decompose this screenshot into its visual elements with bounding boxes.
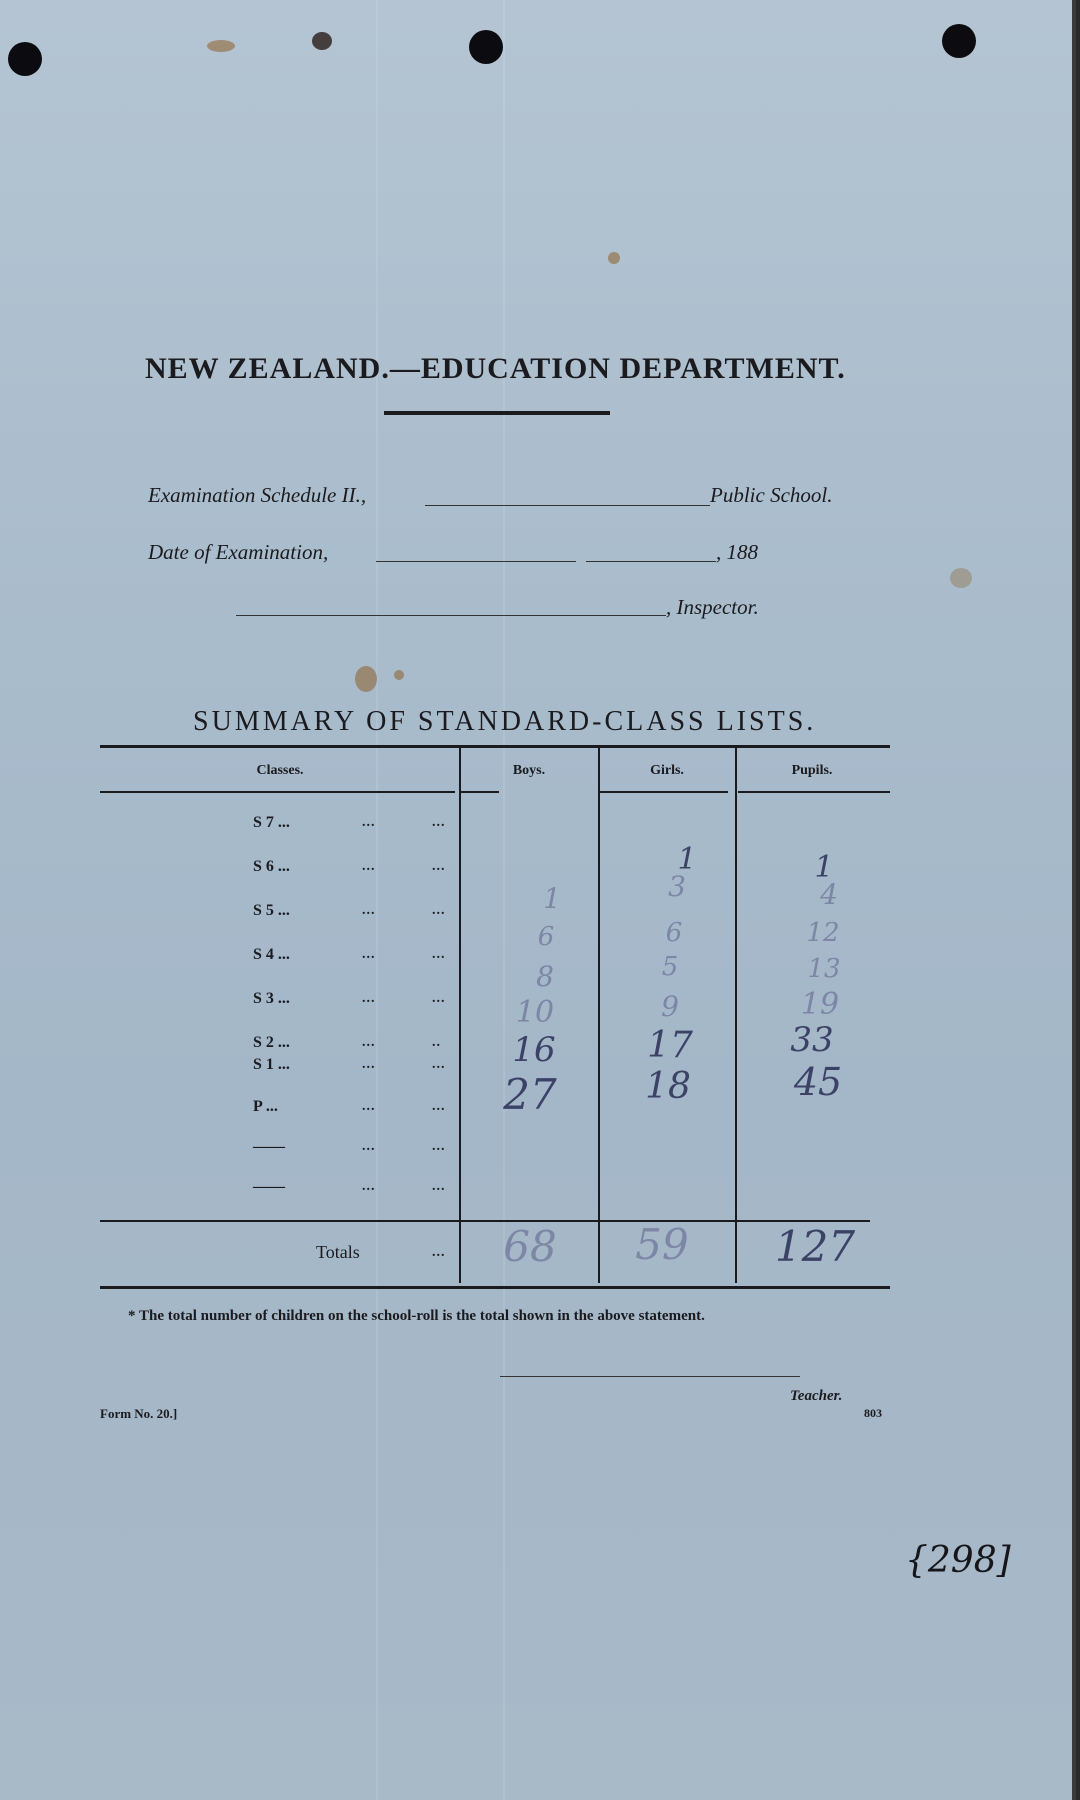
leader-dots: ... [362,991,376,1006]
pupils-count: 45 [793,1060,843,1104]
girls-count: 5 [661,952,679,982]
stain [312,32,332,50]
boys-count: 27 [503,1070,557,1119]
column-header-girls: Girls. [650,763,684,778]
schedule-label: Examination Schedule II., [148,483,367,507]
leader-dots: ... [362,947,376,962]
class-label: S 2 ... [253,1034,290,1051]
leader-dots: .. [432,1035,441,1050]
leader-dots: ... [432,947,446,962]
summary-title: SUMMARY OF STANDARD-CLASS LISTS. [193,706,817,737]
class-label: —— [253,1178,285,1195]
date-field [376,561,576,562]
class-label: P ... [253,1098,278,1115]
column-divider [459,748,461,1283]
date-field-2 [586,561,716,562]
leader-dots: ... [362,815,376,830]
class-label: S 6 ... [253,858,290,875]
column-divider [735,748,737,1283]
class-label: S 7 ... [253,814,290,831]
stain [950,568,972,588]
school-name-field [425,505,710,506]
school-suffix: Public School. [710,483,833,507]
pupils-total: 127 [774,1222,856,1271]
header-rule [461,791,499,793]
date-label: Date of Examination, [148,540,329,564]
header-rule [600,791,728,793]
stain [207,40,235,52]
stain [608,252,620,264]
leader-dots: ... [432,1057,446,1072]
table-bottom-rule [100,1286,890,1289]
girls-count: 3 [668,870,686,903]
class-label: S 3 ... [253,990,290,1007]
leader-dots: ... [362,1099,376,1114]
class-label: S 4 ... [253,946,290,963]
leader-dots: ... [362,1139,376,1154]
leader-dots: ... [362,1179,376,1194]
totals-label: Totals [316,1242,360,1262]
teacher-label: Teacher. [790,1388,843,1404]
leader-dots: ... [432,859,446,874]
leader-dots: ... [362,1057,376,1072]
girls-count: 18 [645,1066,691,1107]
punch-hole [469,30,503,64]
leader-dots: ... [432,1099,446,1114]
boys-count: 16 [512,1030,556,1070]
leader-dots: ... [432,991,446,1006]
class-label: S 1 ... [253,1056,290,1073]
boys-count: 10 [515,995,555,1030]
totals-rule [100,1220,870,1222]
inspector-field [236,615,666,616]
leader-dots: ... [432,903,446,918]
teacher-signature-line [500,1376,800,1377]
pupils-count: 13 [807,954,841,984]
pupils-count: 4 [820,878,838,911]
leader-dots: ... [432,1179,446,1194]
leader-dots: ... [362,859,376,874]
page-edge [1072,0,1076,1800]
pupils-count: 19 [800,987,840,1022]
leader-dots: ... [362,903,376,918]
column-divider [598,748,600,1283]
girls-total: 59 [635,1220,689,1269]
inspector-suffix: , Inspector. [666,595,759,619]
girls-count: 6 [665,918,683,948]
pupils-count: 33 [790,1020,834,1060]
boys-total: 68 [503,1222,557,1271]
header-rule [100,791,455,793]
punch-hole [8,42,42,76]
boys-count: 6 [537,922,555,952]
leader-dots: ... [362,1035,376,1050]
year-suffix: , 188 [716,540,758,564]
pupils-count: 12 [806,918,840,948]
leader-dots: ... [432,1139,446,1154]
column-header-boys: Boys. [512,763,546,778]
title-rule [384,411,610,415]
leader-dots: ... [432,1245,446,1260]
table-top-rule [100,745,890,748]
punch-hole [942,24,976,58]
footnote: * The total number of children on the school-roll is the total shown in the above statement. [128,1308,705,1324]
fold-crease [376,0,378,1800]
leader-dots: ... [432,815,446,830]
girls-count: 9 [661,990,679,1023]
stain [394,670,404,680]
column-header-classes: Classes. [256,763,304,778]
fold-crease [503,0,505,1800]
class-label: —— [253,1138,285,1155]
page-title: NEW ZEALAND.—EDUCATION DEPARTMENT. [145,352,846,385]
print-code: 803 [864,1406,882,1420]
girls-count: 17 [647,1025,693,1066]
form-number: Form No. 20.] [100,1406,178,1421]
column-header-pupils: Pupils. [791,763,833,778]
class-label: S 5 ... [253,902,290,919]
header-rule [738,791,890,793]
boys-count: 8 [536,960,554,993]
stain [355,666,377,692]
girls-count: 1 [677,842,697,877]
archive-number: {298] [905,1540,1011,1581]
boys-count: 1 [543,882,561,915]
pupils-count: 1 [814,850,834,885]
